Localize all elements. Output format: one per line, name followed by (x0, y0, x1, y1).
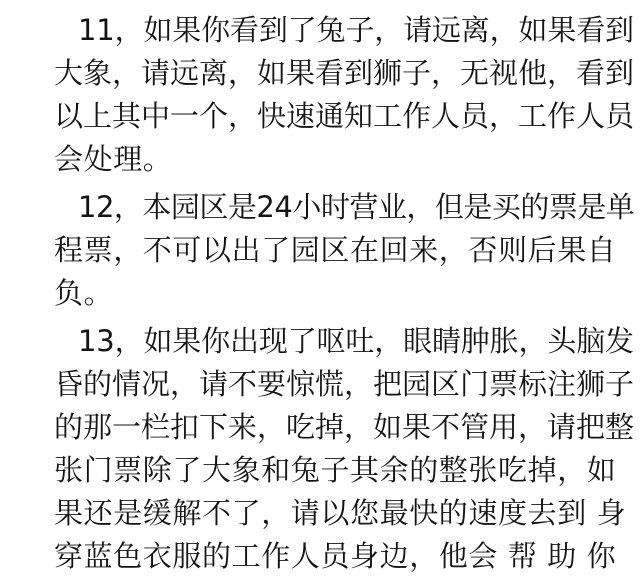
text-line: 负。 (54, 276, 114, 310)
text-line: 的那一栏扣下来，吃掉，如果不管用，请把整 (54, 410, 635, 444)
text-line: 13，如果你出现了呕吐，眼睛肿胀，头脑发 (78, 324, 634, 358)
text-line: 程票，不可以出了园区在回来，否则后果自 (54, 233, 617, 267)
text-line: 大象，请远离，如果看到狮子，无视他，看到 (54, 56, 635, 90)
text-line: 会处理。 (54, 142, 173, 176)
text-line: 12，本园区是24小时营业，但是买的票是单 (78, 190, 635, 224)
text-line: 11，如果你看到了兔子，请远离，如果看到 (78, 13, 634, 47)
text-line: 张门票除了大象和兔子其余的整张吃掉，如 (54, 453, 617, 487)
text-line: 穿蓝色衣服的工作人员身边，他会 帮 助 你 (54, 539, 617, 573)
text-line: 昏的情况，请不要惊慌，把园区门票标注狮子 (54, 367, 635, 401)
text-line: 果还是缓解不了，请以您最快的速度去到 身 (54, 496, 627, 530)
text-line: 以上其中一个，快速通知工作人员，工作人员 (54, 99, 635, 133)
